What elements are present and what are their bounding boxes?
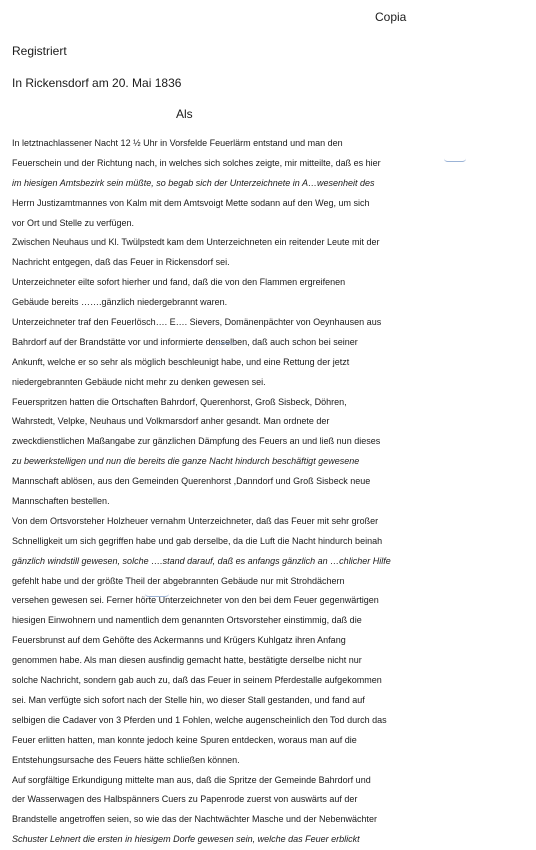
text-line: solche Nachricht, sondern gab auch zu, daß das Feuer in seinem Pferdestalle aufgekommen <box>12 675 382 686</box>
text-line: Nachricht entgegen, daß das Feuer in Rickensdorf sei. <box>12 257 230 268</box>
text-line: Mannschaft ablösen, aus den Gemeinden Querenhorst ,Danndorf und Groß Sisbeck neue <box>12 476 371 487</box>
pen-mark <box>145 590 169 597</box>
text-line: Unterzeichneter eilte sofort hierher und fand, daß die von den Flammen ergreifenen <box>12 277 346 288</box>
text-line: Herrn Justizamtmannes von Kalm mit dem Amtsvoigt Mette sodann auf den Weg, um sich <box>12 197 370 208</box>
text-line: Schnelligkeit um sich gegriffen habe und gab derselbe, da die Luft die Nacht hindurch beinah <box>12 535 383 546</box>
text-line: Feuersbrunst auf dem Gehöfte des Ackermanns und Krügers Kuhlgatz ihren Anfang <box>12 635 346 646</box>
text-line: Mannschaften bestellen. <box>12 496 110 507</box>
text-line: sei. Man verfügte sich sofort nach der Stelle hin, wo dieser Stall gestanden, und fand auf <box>12 694 365 705</box>
text-line: gefehlt habe und der größte Theil der abgebrannten Gebäude nur mit Strohdächern <box>12 575 345 586</box>
als-label: Als <box>176 107 193 121</box>
text-line: In letztnachlassener Nacht 12 ½ Uhr in Vorsfelde Feuerlärm entstand und man den <box>12 138 343 148</box>
text-line: hiesigen Einwohnern und namentlich dem genannten Ortsvorsteher einstimmig, daß die <box>12 615 362 626</box>
text-line: Gebäude bereits …….gänzlich niedergebrannt waren. <box>12 297 228 308</box>
pen-mark <box>214 337 236 344</box>
text-line: zweckdienstlichen Maßangabe zur gänzlichen Dämpfung des Feuers an und ließ nun dieses <box>12 436 381 447</box>
text-line: Entstehungsursache des Feuers hätte schließen können. <box>12 754 240 765</box>
text-line: Auf sorgfältige Erkundigung mittelte man aus, daß die Spritze der Gemeinde Bahrdorf und <box>12 774 371 785</box>
text-line: Zwischen Neuhaus und Kl. Twülpstedt kam dem Unterzeichneten ein reitender Leute mit der <box>12 237 380 248</box>
text-line: Schuster Lehnert die ersten in hiesigem Dorfe gewesen sein, welche das Feuer erblickt <box>12 834 360 845</box>
document-body <box>12 134 534 850</box>
pen-mark <box>444 155 466 162</box>
text-line: Ankunft, welche er so sehr als möglich beschleunigt habe, und eine Rettung der jetzt <box>12 356 350 367</box>
registered-label: Registriert <box>12 44 67 58</box>
text-line: Feuerspritzen hatten die Ortschaften Bahrdorf, Querenhorst, Groß Sisbeck, Döhren, <box>12 396 347 407</box>
text-line: Brandstelle angetroffen seien, so wie das der Nachtwächter Masche und der Nebenwächter <box>12 814 378 825</box>
text-line: Feuerschein und der Richtung nach, in welches sich solches zeigte, mir mitteilte, daß es hier <box>12 157 381 168</box>
text-line: genommen habe. Als man diesen ausfindig gemacht hatte, bestätigte derselbe nicht nur <box>12 655 362 666</box>
text-line: gänzlich windstill gewesen, solche ….stand darauf, daß es anfangs gänzlich an …chlicher Hilfe <box>12 555 391 566</box>
text-line: Feuer erlitten hatten, man konnte jedoch keine Spuren entdecken, woraus man auf die <box>12 734 357 745</box>
text-line: im hiesigen Amtsbezirk sein müßte, so begab sich der Unterzeichnete in A…wesenheit des <box>12 177 375 188</box>
text-line: zu bewerkstelligen und nun die bereits die ganze Nacht hindurch beschäftigt gewesene <box>12 456 360 467</box>
text-line: Unterzeichneter traf den Feuerlösch…. E…. Sievers, Domänenpächter von Oeynhausen aus <box>12 317 382 328</box>
text-line: selbigen die Cadaver von 3 Pferden und 1 Fohlen, welche augenscheinlich den Tod durch das <box>12 714 387 725</box>
text-line: niedergebrannten Gebäude nicht mehr zu denken gewesen sei. <box>12 376 266 387</box>
text-line: Bahrdorf auf der Brandstätte vor und informierte denselben, daß auch schon bei seiner <box>12 336 358 347</box>
text-line: versehen gewesen sei. Ferner hörte Unterzeichneter von den bei dem Feuer gegenwärtigen <box>12 595 379 606</box>
text-line: vor Ort und Stelle zu verfügen. <box>12 217 135 228</box>
text-line: der Wasserwagen des Halbspänners Cuers zu Papenrode zuerst von auswärts auf der <box>12 794 358 805</box>
text-line: Wahrstedt, Velpke, Neuhaus und Volkmarsdorf anher gesandt. Man ordnete der <box>12 416 330 427</box>
place-date: In Rickensdorf am 20. Mai 1836 <box>12 76 182 90</box>
text-line: Von dem Ortsvorsteher Holzheuer vernahm Unterzeichneter, daß das Feuer mit sehr großer <box>12 515 379 526</box>
copy-label: Copia <box>375 10 407 24</box>
